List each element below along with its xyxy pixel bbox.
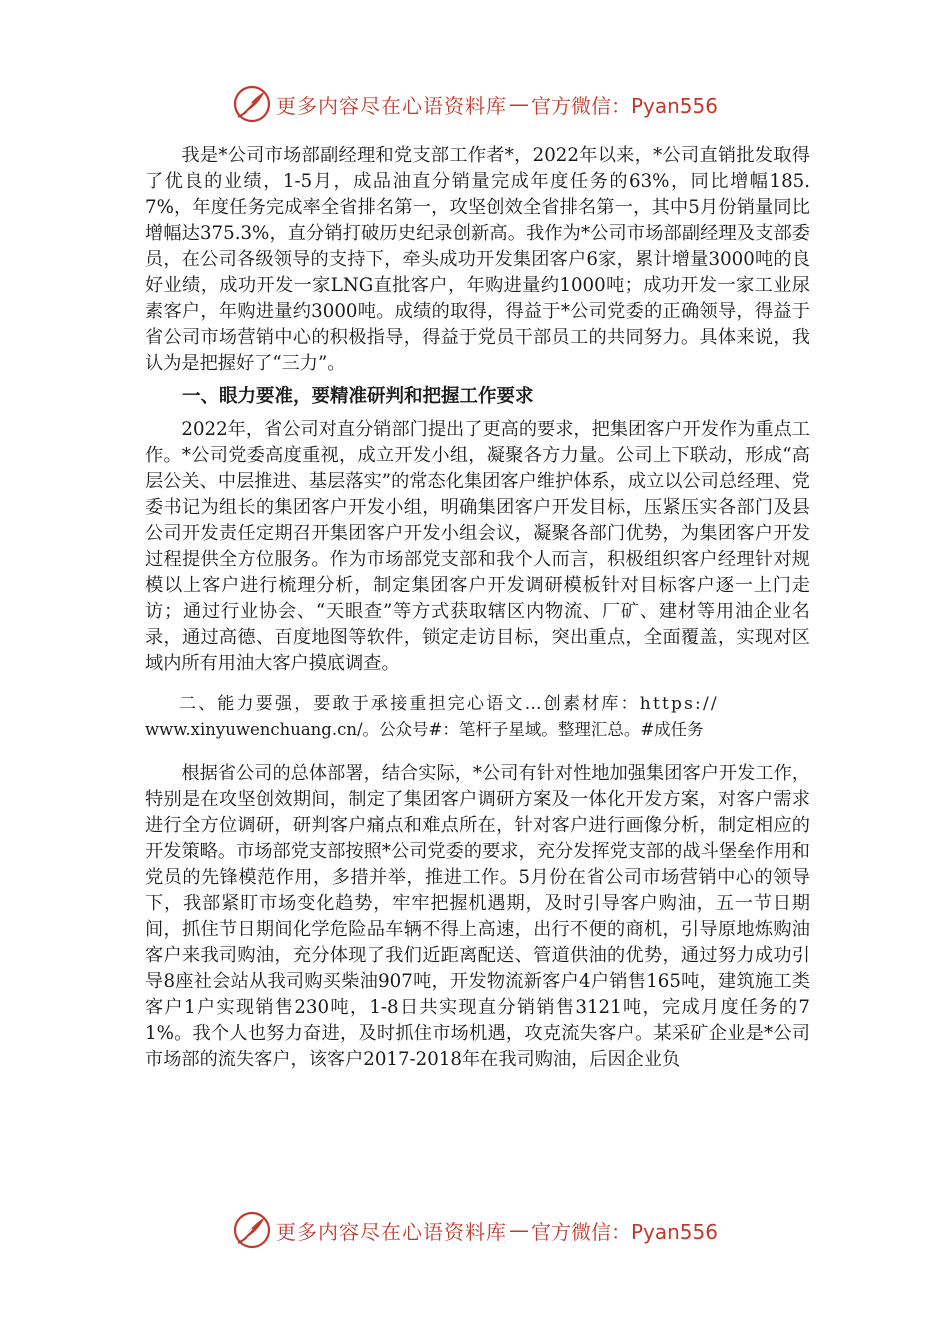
quill-logo-icon — [232, 84, 272, 124]
section-2-heading-line-1: 二、能力要强，要敢于承接重担完心语文…创素材库：https:// — [179, 694, 719, 714]
banner-separator: — — [508, 92, 529, 116]
footer-banner-official-account: 官方微信：Pyan556 — [530, 1219, 718, 1244]
section-2-heading — [145, 691, 810, 743]
document-body — [145, 143, 810, 1073]
section-1-heading: 一、眼力要准，要精准研判和把握工作要求 — [182, 386, 534, 407]
section-2-heading-line-2: www.xinyuwenchuang.cn/。公众号#：笔杆子星域。整理汇总。#成任务 — [145, 720, 704, 739]
banner-title: 更多内容尽在心语资料库 — [275, 93, 507, 118]
section-1-paragraph: 2022年，省公司对直分销部门提出了更高的要求，把集团客户开发作为重点工作。*公司党委高度重视，成立开发小组，凝聚各方力量。公司上下联动，形成“高层公关、中层推进、基层落实”的常态化集团客户维护体系，成立以公司总经理、党委书记为组长的集团客户开发小组，明确集团客户开发目标，压紧压实各部门及县公司开发责任定期召开集团客户开发小组会议，凝聚各部门优势，为集团客户开发过程提供全方位服务。作为市场部党支部和我个人而言，积极组织客户经理针对规模以上客户进行梳理分析，制定集团客户开发调研模板针对目标客户逐一上门走访；通过行业协会、“天眼查”等方式获取辖区内物流、厂矿、建材等用油企业名录，通过高德、百度地图等软件，锁定走访目标，突出重点，全面覆盖，实现对区域内所有用油大客户摸底调查。 — [145, 419, 810, 674]
quill-logo-icon — [232, 1210, 272, 1250]
header-banner — [0, 82, 950, 126]
footer-banner-separator: — — [508, 1218, 529, 1242]
section-2-paragraph: 根据省公司的总体部署，结合实际，*公司有针对性地加强集团客户开发工作，特别是在攻坚创效期间，制定了集团客户调研方案及一体化开发方案，对客户需求进行全方位调研，研判客户痛点和难点所在，针对客户进行画像分析，制定相应的开发策略。市场部党支部按照*公司党委的要求，充分发挥党支部的战斗堡垒作用和党员的先锋模范作用，多措并举，推进工作。5月份在省公司市场营销中心的领导下，我部紧盯市场变化趋势，牢牢把握机遇期，及时引导客户购油，五一节日期间，抓住节日期间化学危险品车辆不得上高速，出行不便的商机，引导原地炼购油客户来我司购油，充分体现了我们近距离配送、管道供油的优势，通过努力成功引导8座社会站从我司购买柴油907吨，开发物流新客户4户销售165吨，建筑施工类客户1户实现销售230吨，1-8日共实现直分销销售3121吨，完成月度任务的71%。我个人也努力奋进，及时抓住市场机遇，攻克流失客户。某采矿企业是*公司市场部的流失客户，该客户2017-2018年在我司购油，后因企业负 — [145, 763, 810, 1070]
intro-paragraph: 我是*公司市场部副经理和党支部工作者*，2022年以来，*公司直销批发取得了优良的业绩，1-5月，成品油直分销量完成年度任务的63%，同比增幅185.7%，年度任务完成率全省排名第一，攻坚创效全省排名第一，其中5月份销量同比增幅达375.3%，直分销打破历史纪录创新高。我作为*公司市场部副经理及支部委员，在公司各级领导的支持下，牵头成功开发集团客户6家，累计增量3000吨的良好业绩，成功开发一家LNG直批客户，年购进量约1000吨；成功开发一家工业尿素客户，年购进量约3000吨。成绩的取得，得益于*公司党委的正确领导，得益于省公司市场营销中心的积极指导，得益于党员干部员工的共同努力。具体来说，我认为是把握好了“三力”。 — [145, 145, 810, 374]
footer-banner — [0, 1208, 950, 1252]
banner-official-account: 官方微信：Pyan556 — [530, 93, 718, 118]
footer-banner-title: 更多内容尽在心语资料库 — [275, 1219, 507, 1244]
